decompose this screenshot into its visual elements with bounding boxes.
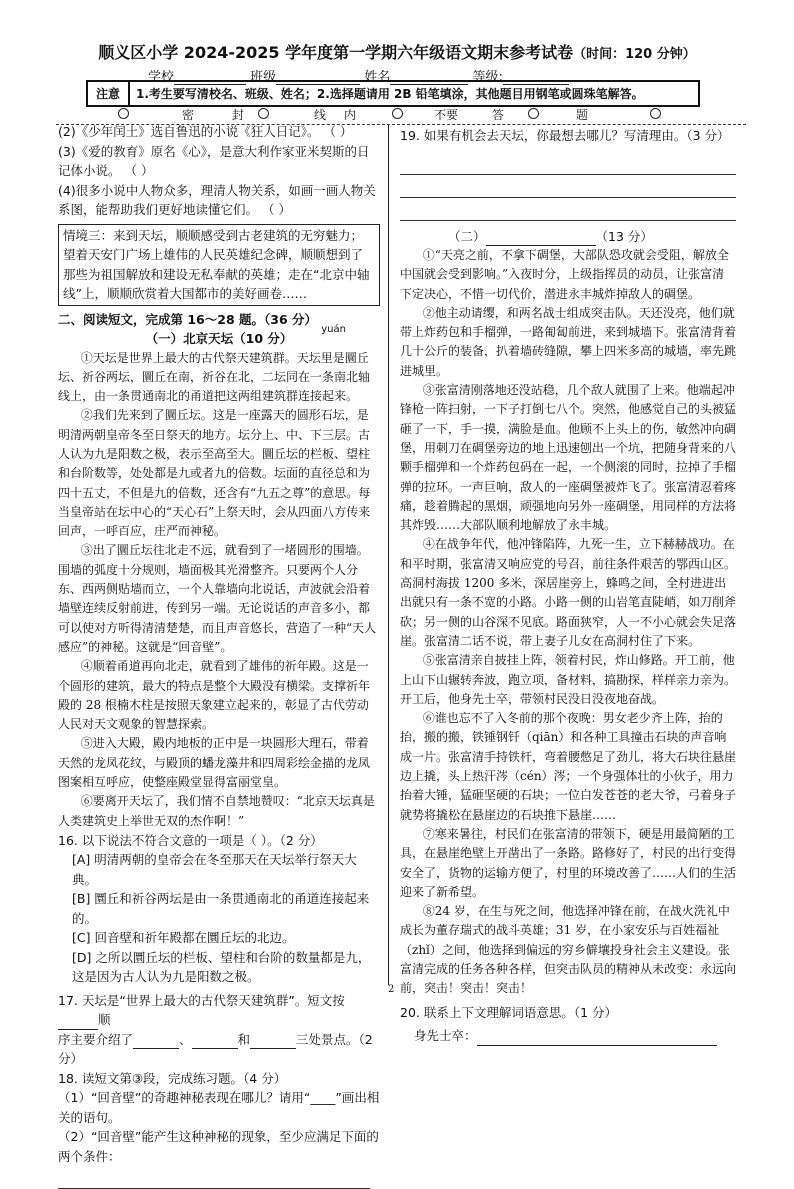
q16-option-c[interactable]: [C] 回音壁和祈年殿都在圜丘坛的北边。 bbox=[72, 930, 295, 946]
passage-2-paragraph: ④在战争年代，他冲锋陷阵，九死一生，立下赫赫战功。在和平时期，张富清又响应党的号召，前往条件艰苦的鄂西山区。高洞村海拔 1200 多米，深居崖旁上，蜂鸣之间，全村进进出出就只有一条不宽的小路。小路一侧的山岩笔直陡峭，如刀削斧砍；另一侧的山谷深不见底。路面狭窄，人一不小心就会失足落崖。张富清二话不说，带上妻子儿女在高洞村住了下来。 bbox=[400, 537, 737, 648]
seal-word: 封 bbox=[232, 108, 245, 122]
q20-answer-row: 身先士卒： bbox=[400, 1026, 736, 1046]
field-school: 学校 bbox=[148, 70, 175, 85]
passage-1-paragraph: ①天坛是世界上最大的古代祭天建筑群。天坛里是圜丘坛、祈谷两坛，圜丘在南，祈谷在北，二坛同在一条南北轴线上，由一条贯通南北的甬道把这两组建筑群连接起来。 bbox=[58, 350, 371, 404]
q17-blank-order[interactable] bbox=[58, 1017, 98, 1030]
passage-2-title: （二） （13 分） bbox=[400, 227, 736, 247]
section-2-title: 二、阅读短文，完成第 16～28 题。（36 分） bbox=[58, 311, 317, 327]
q17-line-2: 序主要介绍了 、 和 三处景点。（2 分） bbox=[58, 1031, 373, 1067]
field-class: 班级 bbox=[250, 70, 277, 85]
field-grade: 等级: bbox=[472, 70, 503, 85]
seal-word: 答 bbox=[492, 108, 505, 122]
passage-1-paragraph: ②我们先来到了圜丘坛。这是一座露天的圆形石坛，是明清两朝皇帝冬至日祭天的地方。坛分上、中、下三层。古人认为九是阳数之极，表示至高至大。圜丘坛的栏板、望柱和台阶数等，处处都是九或者九的倍数。坛面的直径总和为四十五丈，不但是九的倍数，还含有“九五之尊”的意思。每当皇帝站在坛中心的“天心石”上祭天时，会从四面八方传来回声，一呼百应，庄严而神秘。 bbox=[58, 408, 371, 539]
field-name: 姓名 bbox=[364, 70, 391, 85]
seal-circle-icon bbox=[118, 108, 129, 119]
q17-blank-1[interactable] bbox=[133, 1036, 179, 1049]
exam-title: 顺义区小学 2024-2025 学年度第一学期六年级语文期末参考试卷（时间：120 分钟） bbox=[98, 43, 696, 62]
q20-stem: 20. 联系上下文理解词语意思。（1 分） bbox=[400, 1004, 618, 1020]
notice-text: 1.考生要写清校名、班级、姓名；2.选择题请用 2B 铅笔填涂，其他题目用钢笔或圆珠笔解答。 bbox=[136, 87, 644, 101]
passage-1-paragraph: ③出了圜丘坛往北走不远，就看到了一堵圆形的围墙。围墙的弧度十分规则，墙面极其光滑整齐。只要两个人分东、西两侧贴墙而立，一个人靠墙向北说话，声波就会沿着墙壁连续反射前进，传到另一端。无论说话的声音多小，都可以使对方听得清清楚楚，而且声音悠长，营造了一种“天人感应”的神秘。这就是“回音壁”。 bbox=[58, 543, 377, 654]
q17-line-1: 17. 天坛是“世界上最大的古代祭天建筑群”。短文按顺 bbox=[58, 991, 380, 1030]
q17-blank-3[interactable] bbox=[250, 1036, 296, 1049]
seal-word: 内 bbox=[344, 108, 357, 122]
seal-line bbox=[0, 106, 794, 122]
q18-answer-line[interactable] bbox=[58, 1166, 370, 1189]
passage-2-paragraph: ①“天亮之前，不拿下碉堡，大部队恐攻就会受阻，解放全中国就会受到影响。”入夜时分，上级指挥员的动员，让张富清下定决心，不惜一切代价，潜进永丰城炸掉敌人的碉堡。 bbox=[400, 248, 729, 301]
seal-circle-icon bbox=[258, 108, 269, 119]
q16-stem: 16. 以下说法不符合文意的一项是（ ）。（2 分） bbox=[58, 832, 323, 848]
q20-answer-blank[interactable] bbox=[477, 1033, 717, 1046]
scenario-3-text: 情境三：来到天坛，顺顺感受到古老建筑的无穷魅力；望着天安门广场上雄伟的人民英雄纪念碑，顺顺想到了那些为祖国解放和建设无私奉献的英雄；走在“北京中轴线”上，顺顺欣赏着大国都市的美好画卷…… bbox=[63, 227, 370, 301]
q19-stem: 19. 如果有机会去天坛，你最想去哪儿？写清理由。（3 分） bbox=[400, 128, 730, 143]
time-note: （时间：120 分钟） bbox=[573, 47, 696, 62]
passage-1-title: （一）北京天坛（10 分） yuán bbox=[58, 329, 380, 349]
left-column bbox=[58, 122, 380, 1189]
passage-1-paragraph: ⑥要离开天坛了，我们情不自禁地赞叹：“北京天坛真是人类建筑史上举世无双的杰作啊！” bbox=[58, 794, 375, 828]
passage-2-title-blank[interactable] bbox=[486, 233, 596, 246]
q19-answer-line[interactable] bbox=[400, 152, 736, 175]
q18-part-2: （2）“回音壁”能产生这种神秘的现象，至少应满足下面的两个条件： bbox=[58, 1129, 379, 1164]
passage-2-paragraph: ②他主动请缨，和两名战士组成突击队。天还没亮，他们就带上炸药包和手榴弹，一路匍匐前进，来到城墙下。张富清背着几十公斤的装备，扒着墙砖缝隙，攀上四米多高的城墙，率先跳进城里。 bbox=[400, 305, 737, 378]
seal-word: 题 bbox=[576, 108, 589, 122]
q15-item-3: (3)《爱的教育》原名《心》，是意大利作家亚米契斯的日记体小说。 （ ） bbox=[58, 143, 370, 178]
passage-2-body bbox=[400, 246, 736, 999]
passage-2-paragraph: ⑦寒来暑往，村民们在张富清的带领下，硬是用最简陋的工具，在悬崖绝壁上开凿出了一条路。路修好了，村民的出行变得安全了，货物的运输方便了，村里的环境改善了……人们的生活迎来了新希望。 bbox=[400, 826, 737, 899]
column-divider bbox=[388, 125, 389, 985]
q18-stem: 18. 读短文第③段，完成练习题。（4 分） bbox=[58, 1070, 287, 1086]
q16-option-d[interactable]: [D] 之所以圜丘坛的栏板、望柱和台阶的数量都是九，这是因为古人认为九是阳数之极。 bbox=[72, 949, 371, 985]
q15-item-2: (2)《少年闰土》选自鲁迅的小说《狂人日记》。 （ ） bbox=[58, 124, 353, 139]
q15-item-4: (4)很多小说中人物众多，理清人物关系，如画一画人物关系图，能帮助我们更好地读懂它们。 （ ） bbox=[58, 182, 376, 217]
passage-2-paragraph: ⑤张富清亲自披挂上阵，领着村民，炸山修路。开工前，他上山下山辗转奔波，跑立项，备材料，搞勘探，样样亲力亲为。开工后，他身先士卒，带领村民没日没夜地奋战。 bbox=[400, 653, 737, 706]
pinyin-note: yuán bbox=[321, 324, 346, 335]
seal-circle-icon bbox=[650, 108, 661, 119]
right-column bbox=[400, 126, 736, 1046]
q16-option-a[interactable]: [A] 明清两朝的皇帝会在冬至那天在天坛举行祭天大典。 bbox=[72, 852, 357, 887]
q19-answer-line[interactable] bbox=[400, 198, 736, 221]
q18-part-1: （1）“回音壁”的奇趣神秘表现在哪儿？请用“____”画出相关的语句。 bbox=[58, 1090, 380, 1125]
passage-2-paragraph: ⑥谁也忘不了入冬前的那个夜晚：男女老少齐上阵，抬的抬，搬的搬，铁锤钢钎（qiān）和各种工具撞击石块的声音响成一片。张富清手持铁杆，弯着腰憋足了劲儿，将大石块往悬崖边上撬，头上热汗涔（cén）涔；一个身强体壮的小伙子，用力抬着大锤，猛砸坚硬的石块；一位白发苍苍的老大爷，弓着身子就势将撬松在悬崖边的石块推下悬崖…… bbox=[400, 711, 737, 822]
q19-answer-line[interactable] bbox=[400, 175, 736, 198]
passage-1-paragraph: ⑤进入大殿，殿内地板的正中是一块圆形大理石，带着天然的龙凤花纹，与殿顶的蟠龙藻井和四周彩绘金描的龙凤图案相互呼应，使整座殿堂显得富丽堂皇。 bbox=[58, 736, 371, 790]
notice-label: 注意 bbox=[88, 82, 130, 105]
passage-2-paragraph: ③张富清刚落地还没站稳，几个敌人就围了上来。他端起冲锋枪一阵扫射，一下子打倒七八个。突然，他感觉自己的头被猛砸了一下，手一摸，满脸是血。他顾不上头上的伤，敏然冲向碉堡，用刺刀在碉堡旁边的地上迅速刨出一个坑，把随身背来的八颗手榴弹和一个炸药包码在一起，一个侧滚的同时，拉掉了手榴弹的拉环。一声巨响，敌人的一座碉堡被炸飞了。张富清忍着疼痛，趁着腾起的黑烟，顽强地向另外一座碉堡，用同样的方法将其炸毁……大部队顺利地解放了永丰城。 bbox=[400, 383, 737, 533]
q17-blank-2[interactable] bbox=[192, 1036, 238, 1049]
passage-2-paragraph: ⑧24 岁，在生与死之间，他选择冲锋在前，在战火洗礼中成长为董存瑞式的战斗英雄；31 岁，在小家安乐与百姓福祉（zhǐ）之间，他选择到偏远的穷乡僻壤投身社会主义建设。张富清完成的任务各种各样，但突击队员的精神从未改变：永远向前，突击！突击！突击！ bbox=[400, 904, 737, 996]
seal-circle-icon bbox=[528, 108, 539, 119]
seal-circle-icon bbox=[392, 108, 403, 119]
passage-1-body bbox=[58, 349, 380, 831]
notice-box bbox=[86, 80, 700, 107]
q16-option-b[interactable]: [B] 圜丘和祈谷两坛是由一条贯通南北的甬道连接起来的。 bbox=[72, 891, 370, 926]
seal-word: 密 bbox=[182, 108, 195, 122]
scenario-3-box bbox=[58, 224, 380, 306]
seal-word: 不要 bbox=[434, 108, 459, 122]
passage-1-paragraph: ④顺着甬道再向北走，就看到了雄伟的祈年殿。这是一个圆形的建筑，最大的特点是整个大殿没有横梁。支撑祈年殿的 28 根楠木柱是按照天象建立起来的，彰显了古代劳动人民对天文观象的智慧探索。 bbox=[58, 659, 371, 732]
seal-word: 线 bbox=[314, 108, 327, 122]
page-number: 2 bbox=[388, 984, 395, 995]
